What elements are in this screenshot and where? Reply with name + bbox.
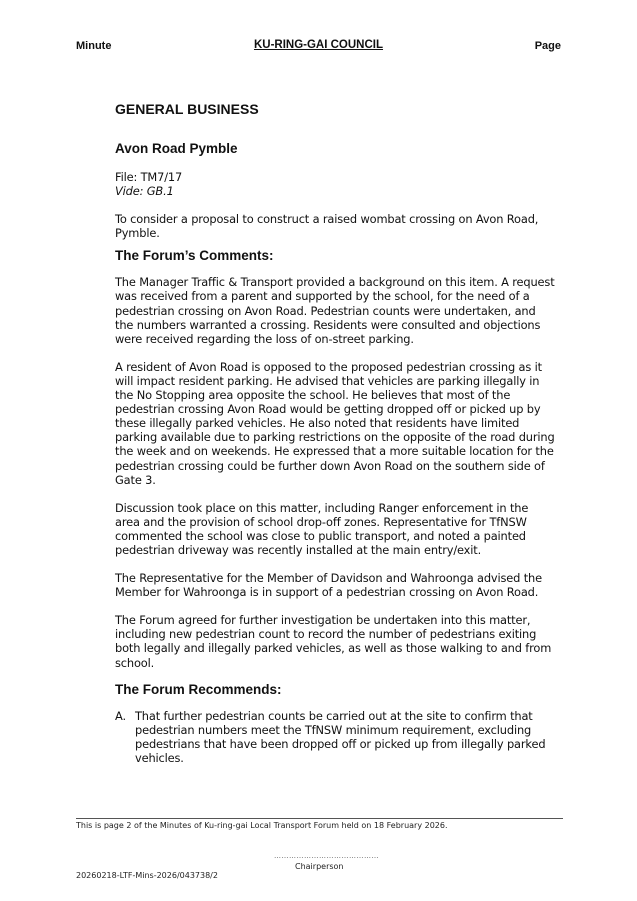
file-reference: File: TM7/17: [115, 170, 183, 184]
signature-label: Chairperson: [295, 862, 344, 871]
item-title: Avon Road Pymble: [115, 141, 238, 156]
document-reference: 20260218-LTF-Mins-2026/043738/2: [76, 871, 218, 880]
purpose-text: To consider a proposal to construct a raised wombat crossing on Avon Road, Pymble.: [115, 212, 539, 241]
recommendation-letter: A.: [115, 708, 126, 723]
vide-reference: Vide: GB.1: [115, 184, 174, 199]
recommendation-item: [115, 709, 555, 765]
council-name-text: KU-RING-GAI COUNCIL: [253, 39, 384, 51]
signature-line: ……………………………………: [274, 852, 379, 860]
footer-page-note: This is page 2 of the Minutes of Ku-ring-gai Local Transport Forum held on 18 February 2026.: [76, 821, 448, 830]
header-minute-label: Minute: [76, 40, 112, 52]
document-body: [115, 101, 555, 765]
header-page-label: Page: [534, 40, 561, 52]
comment-paragraph: Discussion took place on this matter, including Ranger enforcement in the area and the provision of school drop-off zones. Representative for TfNSW commented the school was close to public transport, and noted a painted pedestrian driveway was recently installed at the main entry/exit.: [115, 500, 529, 557]
section-title: GENERAL BUSINESS: [115, 101, 259, 117]
comment-paragraph: The Manager Traffic & Transport provided a background on this item. A request was received from a parent and supported by the school, for the need of a pedestrian crossing on Avon Road. Pedestrian counts were undertaken, and the numbers warranted a crossing. Residents were consulted and objections were received regarding the loss of on-street parking.: [115, 275, 555, 346]
comment-paragraph: The Representative for the Member of Davidson and Wahroonga advised the Member for Wahroonga is in support of a pedestrian crossing on Avon Road.: [115, 571, 542, 600]
recommendation-text: That further pedestrian counts be carried out at the site to confirm that pedestrian numbers meet the TfNSW minimum requirement, excluding pedestrians that have been dropped off or picked up from illegally parked vehicles.: [135, 708, 546, 765]
comments-heading: The Forum’s Comments:: [115, 248, 274, 264]
footer-divider: [76, 818, 563, 819]
comment-paragraph: The Forum agreed for further investigation be undertaken into this matter, including new pedestrian count to record the number of pedestrians exiting both legally and illegally parked vehicles, as well as those walking to and from school.: [115, 613, 552, 670]
comment-paragraph: A resident of Avon Road is opposed to the proposed pedestrian crossing as it will impact resident parking. He advised that vehicles are parking illegally in the No Stopping area opposite the school. He believes that most of the pedestrian crossing Avon Road would be getting dropped off or picked up by these illegally parked vehicles. He also noted that residents have limited parking available due to parking restrictions on the opposite of the road during the week and on weekends. He expressed that a more suitable location for the pedestrian crossing could be further down Avon Road on the southern side of Gate 3.: [115, 359, 555, 487]
recommends-heading: The Forum Recommends:: [115, 681, 282, 697]
